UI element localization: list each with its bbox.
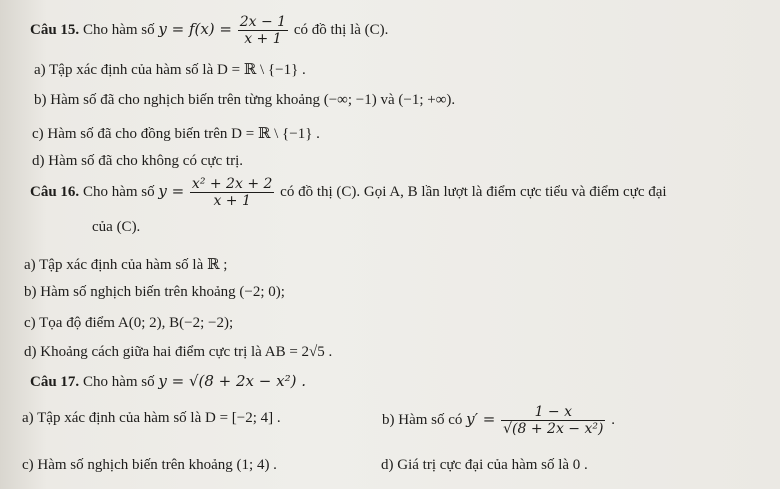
q15-function-lhs: y = f(x) =: [158, 19, 232, 38]
q16-stem-continued: của (C).: [92, 219, 141, 235]
q15-stem-pre: Cho hàm số: [82, 21, 155, 38]
q17-derivative-denominator: √(8 + 2x − x²): [503, 421, 604, 437]
q17-derivative-lhs: y′ =: [466, 409, 496, 428]
q17-option-c: c) Hàm số nghịch biến trên khoảng (1; 4) .: [22, 457, 277, 473]
q17-stem: [30, 372, 306, 391]
q16-stem-pre: Cho hàm số: [82, 183, 155, 200]
q17-option-a: a) Tập xác định của hàm số là D = [−2; 4] .: [22, 410, 281, 426]
q15-denominator: x + 1: [244, 31, 282, 47]
q16-function-lhs: y =: [158, 181, 185, 200]
q15-option-b: b) Hàm số đã cho nghịch biến trên từng khoảng (−∞; −1) và (−1; +∞).: [34, 92, 456, 108]
q17-option-b-pre: b) Hàm số có: [382, 411, 463, 428]
q17-label: Câu 17.: [30, 374, 80, 390]
q15-option-d: d) Hàm số đã cho không có cực trị.: [32, 153, 243, 169]
q16-stem-post: có đồ thị (C). Gọi A, B lần lượt là điểm cực tiểu và điểm cực đại: [280, 183, 667, 200]
q15-stem: [30, 14, 388, 47]
q16-numerator: x² + 2x + 2: [191, 176, 273, 192]
q15-fraction: [238, 14, 288, 47]
q16-option-d: d) Khoảng cách giữa hai điểm cực trị là AB = 2√5 .: [24, 344, 333, 360]
q15-option-a: a) Tập xác định của hàm số là D = ℝ \ {−1} .: [34, 62, 306, 78]
q16-fraction: [190, 176, 274, 209]
q16-option-b: b) Hàm số nghịch biến trên khoảng (−2; 0);: [24, 284, 285, 300]
q16-denominator: x + 1: [213, 193, 251, 209]
q17-option-d: d) Giá trị cực đại của hàm số là 0 .: [381, 457, 588, 473]
q17-derivative-numerator: 1 − x: [501, 404, 605, 421]
q17-derivative-fraction: [501, 404, 605, 437]
q16-label: Câu 16.: [30, 183, 80, 200]
q17-function: y = √(8 + 2x − x²) .: [158, 372, 306, 390]
q15-numerator: 2x − 1: [239, 14, 287, 30]
q15-label: Câu 15.: [30, 21, 80, 38]
q17-option-b-post: .: [611, 411, 615, 428]
q15-stem-post: có đồ thị là (C).: [293, 21, 389, 38]
q16-option-a: a) Tập xác định của hàm số là ℝ ;: [24, 257, 228, 273]
q15-option-c: c) Hàm số đã cho đồng biến trên D = ℝ \ {−1} .: [32, 126, 320, 142]
q17-option-b: [382, 404, 615, 437]
q16-stem: [30, 176, 667, 209]
q17-stem-pre: Cho hàm số: [82, 374, 155, 390]
q16-option-c: c) Tọa độ điểm A(0; 2), B(−2; −2);: [24, 315, 234, 331]
